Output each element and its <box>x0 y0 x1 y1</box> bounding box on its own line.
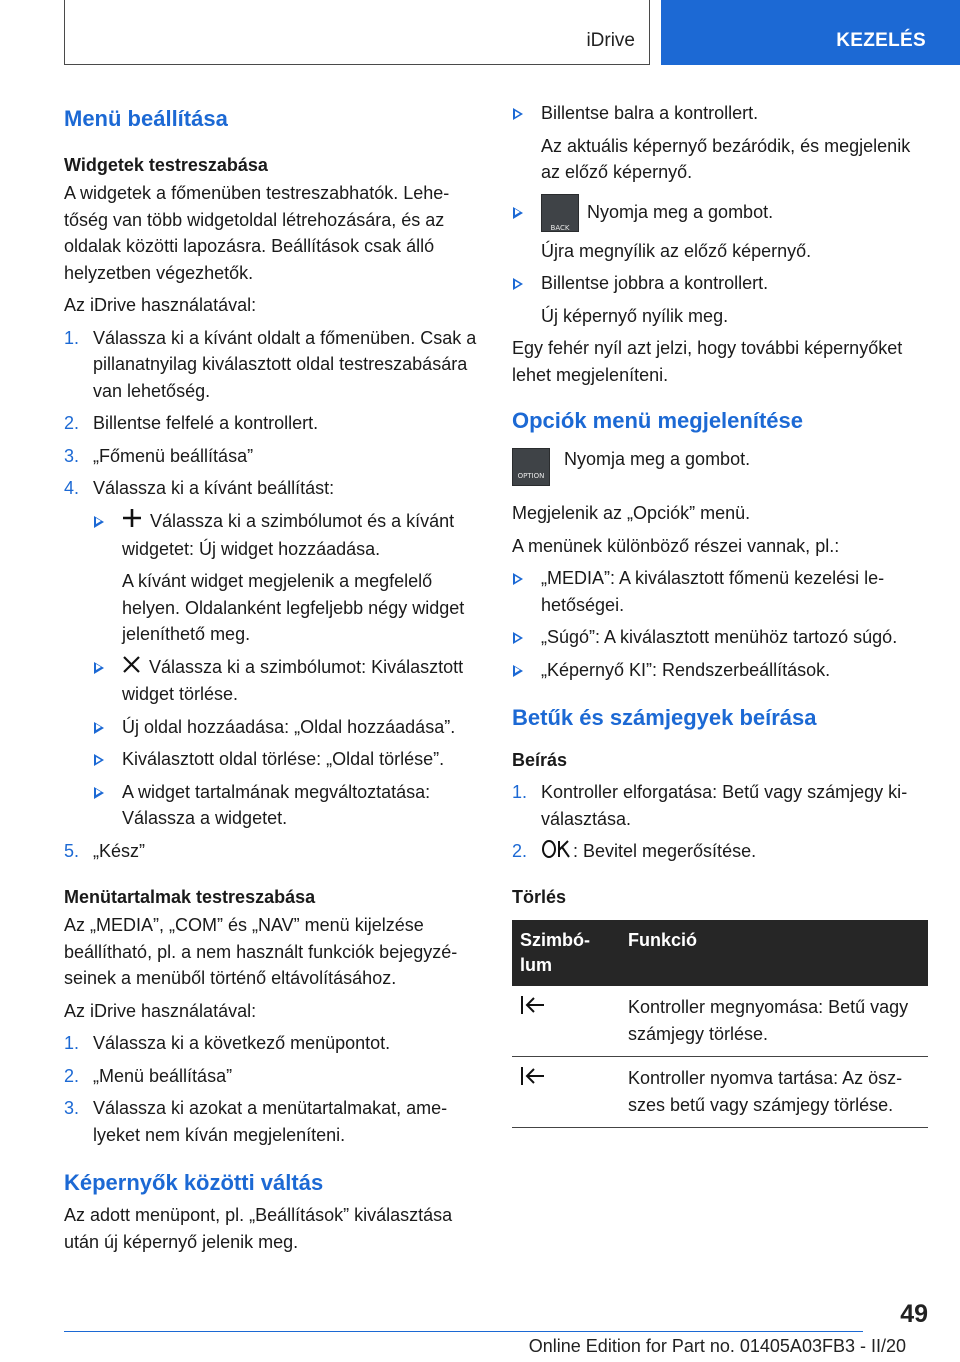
bullet-item: A widget tartalmának megváltoztatása: Válassza a widgetet. <box>93 779 480 832</box>
list-item: 2. „Menü beállítása” <box>64 1065 233 1086</box>
options-appear: Megjelenik az „Opciók” menü. <box>512 503 751 524</box>
bullet-item: BACK Nyomja meg a gombot. <box>512 192 928 232</box>
list-item: 4. Válassza ki a kívánt beállítást: <box>64 478 335 498</box>
bullet-triangle-icon <box>513 573 523 585</box>
bullet-item: Kiválasztott oldal törlése: „Oldal törlése”. <box>93 746 480 773</box>
list-item: 1. Válassza ki a kívánt oldalt a főmenüben. Csak a pillanatnyilag kiválasztott oldal testreszabására van lehetőség. <box>64 327 477 401</box>
list-item: 2. : Bevitel megerősítése. <box>512 838 928 866</box>
chapter-tab <box>661 0 960 65</box>
using-idrive: Az iDrive használatával: <box>64 295 257 315</box>
table-header-row <box>512 920 928 986</box>
list-item: 2. Billentse felfelé a kontrollert. <box>64 413 319 433</box>
table-cell-function: Kontroller megnyomása: Betű vagy számjegy törlése. <box>620 986 928 1057</box>
widgets-intro: A widgetek a főmenüben testreszabhatók. Lehetőség van több widgetoldal létrehozására, és az oldalak közötti lapozásra. Beállítások csak álló helyzetben végezhetők. <box>64 183 450 283</box>
bullet-triangle-icon <box>513 665 523 677</box>
menu-content-intro: Az „MEDIA”, „COM” és „NAV” menü kijelzése beállítható, pl. a nem használt funkciók bejegyzéseinek a menüből történő eltávolításához. <box>64 915 458 988</box>
input-steps <box>512 779 928 866</box>
chapter-title: KEZELÉS <box>836 30 926 51</box>
bullet-item: Válassza ki a szimbólumot: Kiválasztott widget törlése. <box>93 654 480 708</box>
list-item: 1. Kontroller elforgatása: Betű vagy számjegy kiválasztása. <box>512 782 908 829</box>
bullet-triangle-icon <box>94 662 104 674</box>
table-row <box>512 986 928 1057</box>
heading-menu-content: Menütartalmak testreszabása <box>64 887 316 907</box>
ok-icon <box>541 839 571 867</box>
bullet-triangle-icon <box>513 632 523 644</box>
menu-content-steps <box>64 1030 480 1148</box>
bullet-triangle-icon <box>513 108 523 120</box>
option-instruction: OPTION Nyomja meg a gombot. <box>512 446 928 486</box>
bullet-item: Válassza ki a szimbólumot és a kívánt widgetet: Új widget hozzáadása. <box>93 508 480 563</box>
list-item: 3. „Főmenü beállítása” <box>64 445 254 466</box>
heading-letters-digits: Betűk és számjegyek beírása <box>512 705 817 731</box>
plus-icon <box>122 508 142 536</box>
bullet-triangle-icon <box>513 207 523 219</box>
column-header-function: Funkció <box>620 920 928 986</box>
using-idrive-2: Az iDrive használatával: <box>64 1000 257 1021</box>
bullet-item: „Súgó”: A kiválasztott menühöz tartozó súgó. <box>512 624 928 651</box>
bullet-triangle-icon <box>94 754 104 766</box>
symbol-table <box>512 920 928 1128</box>
delete-back-icon <box>520 1071 548 1091</box>
widget-steps <box>64 325 480 865</box>
footer-edition: Online Edition for Part no. 01405A03FB3 - II/20 <box>528 1336 906 1356</box>
heading-switch-screens: Képernyők közötti váltás <box>64 1170 324 1195</box>
back-button-image: BACK <box>541 194 579 232</box>
right-column <box>512 100 928 1128</box>
bullet-item: Billentse jobbra a kontrollert. <box>512 270 928 297</box>
list-item: 1. Válassza ki a következő menüpontot. <box>64 1033 391 1053</box>
section-title: iDrive <box>586 30 635 51</box>
heading-options: Opciók menü megjelenítése <box>512 408 803 434</box>
bullet-item: Új oldal hozzáadása: „Oldal hozzáadása”. <box>93 714 480 741</box>
sub-list <box>93 508 480 832</box>
bullet-triangle-icon <box>513 278 523 290</box>
back-note: Újra megnyílik az előző képernyő. <box>541 240 812 261</box>
close-icon <box>122 655 141 682</box>
tilt-right-note: Új képernyő nyílik meg. <box>541 305 729 326</box>
option-button-image: OPTION <box>512 448 550 486</box>
table-cell-symbol <box>512 986 620 1057</box>
arrow-note: Egy fehér nyíl azt jelzi, hogy további képernyőket lehet megjeleníteni. <box>512 338 903 385</box>
bullet-item: „MEDIA”: A kiválasztott főmenü kezelési lehetőségei. <box>512 565 928 618</box>
table-row <box>512 1057 928 1128</box>
header-frame <box>64 0 650 65</box>
add-widget-note: A kívánt widget megjelenik a megfelelő helyen. Oldalanként legfeljebb négy widget jeleníthető meg. <box>122 571 465 644</box>
heading-input: Beírás <box>512 750 568 771</box>
bullet-item: „Képernyő KI”: Rendszerbeállítások. <box>512 657 928 684</box>
list-item: 3. Válassza ki azokat a menütartalmakat, amelyeket nem kíván megjeleníteni. <box>64 1098 448 1145</box>
table-cell-function: Kontroller nyomva tartása: Az öszszes betű vagy számjegy törlése. <box>620 1057 928 1128</box>
delete-back-icon <box>520 1000 548 1020</box>
bullet-triangle-icon <box>94 516 104 528</box>
heading-delete: Törlés <box>512 887 567 908</box>
list-item: 5. „Kész” <box>64 840 146 861</box>
table-cell-symbol <box>512 1057 620 1128</box>
heading-menu-settings: Menü beállítása <box>64 106 228 131</box>
tilt-left-note: Az aktuális képernyő bezáródik, és megjelenik az előző képernyő. <box>541 135 911 182</box>
options-parts: A menünek különböző részei vannak, pl.: <box>512 535 840 556</box>
left-column <box>64 100 480 1261</box>
bullet-triangle-icon <box>94 787 104 799</box>
column-header-symbol: Szimbólum <box>512 920 620 986</box>
heading-widgets: Widgetek testreszabása <box>64 155 268 175</box>
footer-divider <box>64 1331 863 1332</box>
bullet-triangle-icon <box>94 722 104 734</box>
bullet-item: Billentse balra a kontrollert. <box>512 100 928 127</box>
page-number: 49 <box>900 1300 928 1328</box>
switch-intro: Az adott menüpont, pl. „Beállítások” kiválasztása után új képernyő jelenik meg. <box>64 1205 453 1252</box>
